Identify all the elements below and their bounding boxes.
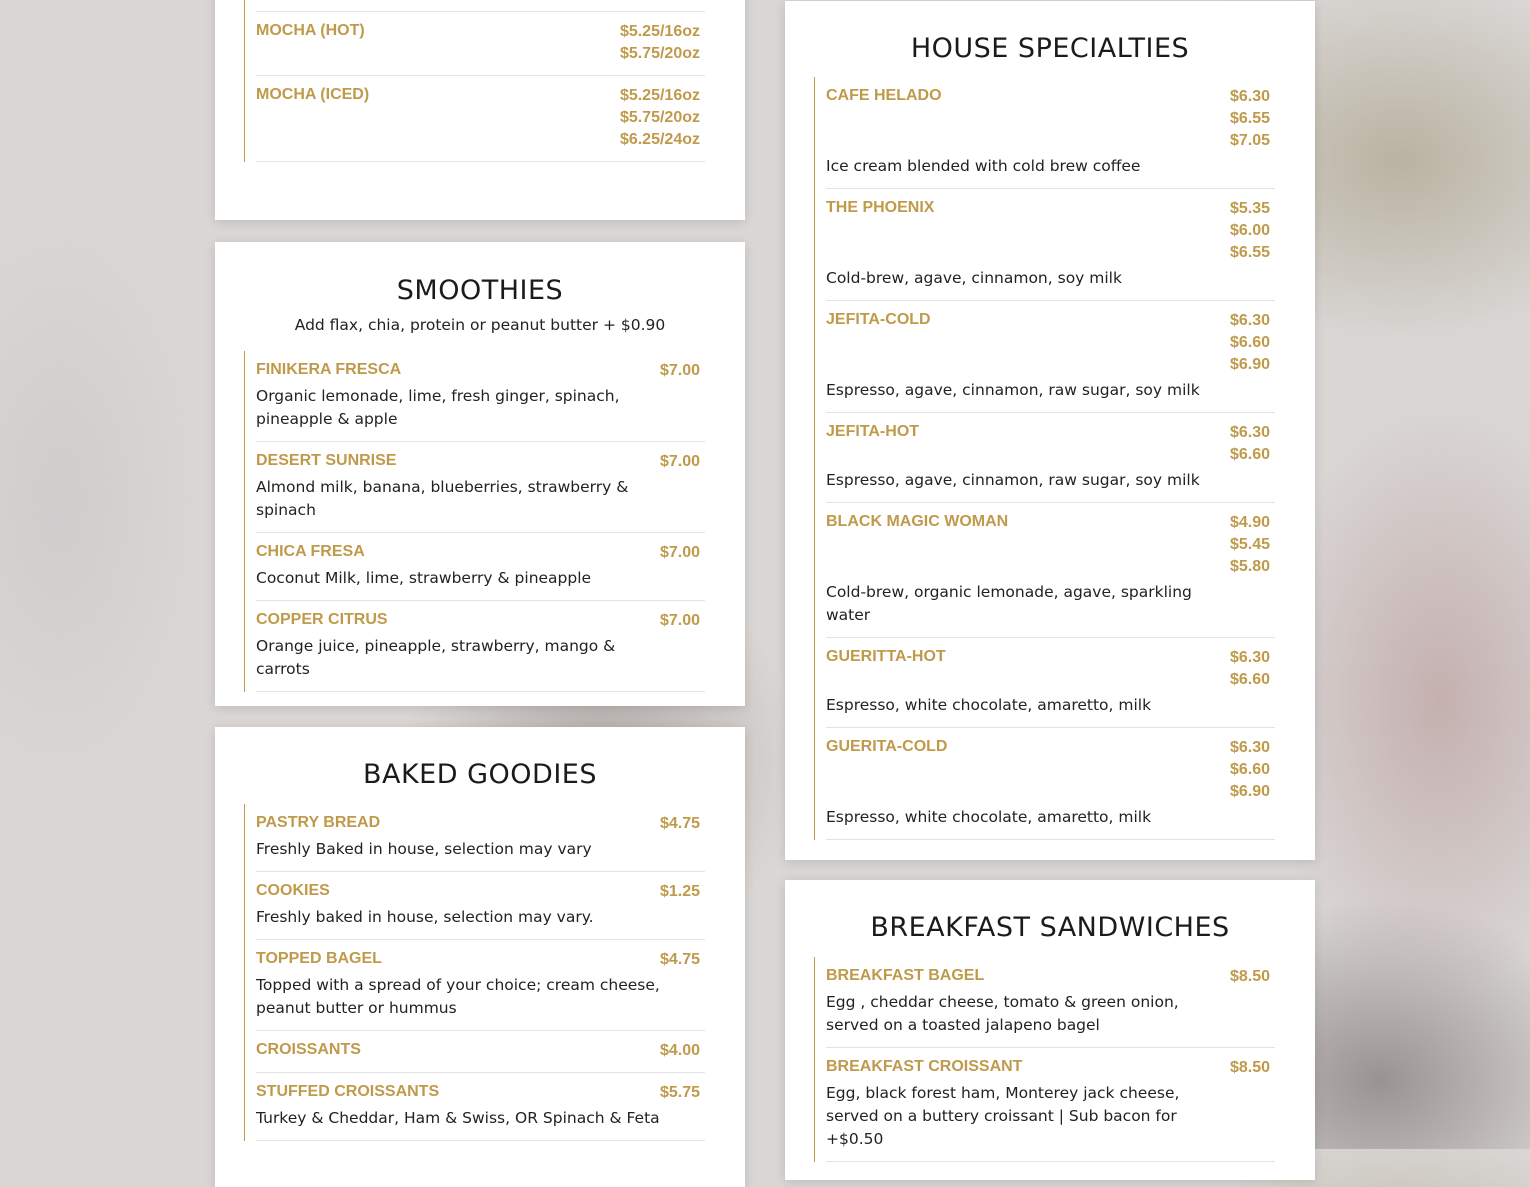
menu-item-description: Egg, black forest ham, Monterey jack cheese, served on a buttery croissant | Sub bacon for +$0.50 [826,1084,1180,1148]
menu-item-price: $5.35 [1229,200,1270,217]
menu-item-prices [660,949,700,971]
menu-item-prices [1230,198,1270,264]
menu-item-price: $7.00 [659,612,700,629]
menu-item [256,940,705,1031]
menu-item-price: $6.60 [1229,334,1270,351]
menu-item-header [256,610,700,632]
menu-item-price: $6.30 [1229,739,1270,756]
menu-item-price: $7.00 [659,453,700,470]
menu-item-price [620,0,700,1]
menu-item-description: Espresso, agave, cinnamon, raw sugar, soy milk [826,471,1200,489]
menu-item-header [256,21,700,65]
baked-title: BAKED GOODIES [362,759,597,790]
baked-card [215,727,745,1187]
menu-item-description: Egg , cheddar cheese, tomato & green onion, served on a toasted jalapeno bagel [826,993,1179,1034]
menu-item-description: Almond milk, banana, blueberries, strawberry & spinach [256,478,629,519]
menu-item-description: Coconut Milk, lime, strawberry & pineapple [256,569,592,587]
menu-item [826,77,1275,189]
menu-item-header [826,198,1270,264]
menu-item-prices [660,1040,700,1062]
menu-item-name: PASTRY BREAD [256,814,381,831]
menu-item-description: Espresso, white chocolate, amaretto, milk [826,696,1152,714]
specialties-card [785,1,1315,860]
menu-item-prices [1230,647,1270,691]
menu-item-description: Cold-brew, agave, cinnamon, soy milk [826,269,1122,287]
menu-item-price: $6.30 [1229,649,1270,666]
menu-item-description: Espresso, white chocolate, amaretto, milk [826,808,1152,826]
menu-item-header [256,1040,700,1062]
menu-item-name: THE PHOENIX [826,199,935,216]
smoothies-card [215,242,745,706]
specialties-items [814,77,1275,840]
breakfast-title: BREAKFAST SANDWICHES [870,912,1230,943]
menu-item-prices [660,451,700,473]
breakfast-card [785,880,1315,1180]
menu-item-price: $8.50 [1229,968,1270,985]
menu-item-prices [1230,512,1270,578]
smoothies-items [244,351,705,692]
menu-item-description: Espresso, agave, cinnamon, raw sugar, soy milk [826,381,1200,399]
menu-item-header [256,813,700,835]
menu-item-price: $6.25/24oz [619,131,700,148]
menu-item-price: $4.75 [659,951,700,968]
menu-item-description: Cold-brew, organic lemonade, agave, sparkling water [826,583,1192,624]
menu-item [256,533,705,601]
menu-item-name: COOKIES [256,882,330,899]
menu-item [256,351,705,442]
menu-item-header [256,542,700,564]
menu-item-price: $5.45 [1229,536,1270,553]
menu-item [826,728,1275,840]
menu-item-price: $6.30 [1229,312,1270,329]
menu-item-prices [660,542,700,564]
menu-item [256,804,705,872]
menu-item-description: Orange juice, pineapple, strawberry, mango & carrots [256,637,616,678]
menu-item-price: $6.55 [1229,244,1270,261]
menu-item-price: $7.00 [659,544,700,561]
menu-item-description: Ice cream blended with cold brew coffee [826,157,1141,175]
menu-item-price: $5.75/20oz [619,45,700,62]
menu-item-price: $4.75 [659,815,700,832]
menu-item-header [256,881,700,903]
menu-item [826,503,1275,638]
menu-item [826,301,1275,413]
specialties-title: HOUSE SPECIALTIES [910,33,1190,64]
menu-item [826,1048,1275,1162]
menu-item-header [256,0,700,1]
menu-item-prices [620,85,700,151]
menu-item-header [826,1057,1270,1079]
menu-item-price: $5.25/16oz [619,87,700,104]
menu-item-price: $5.75/20oz [619,109,700,126]
menu-item-name: CROISSANTS [256,1041,361,1058]
menu-item [256,0,705,12]
menu-item-name: BREAKFAST CROISSANT [826,1058,1023,1075]
menu-item-prices [620,0,700,1]
smoothies-subtitle: Add flax, chia, protein or peanut butter + $0.90 [294,316,666,334]
coffee-card [215,0,745,220]
menu-item-prices [620,21,700,65]
menu-item-header [826,966,1270,988]
menu-item-name: JEFITA-COLD [826,311,931,328]
menu-item [256,1073,705,1141]
menu-item-name: BREAKFAST BAGEL [826,967,985,984]
menu-item-description: Organic lemonade, lime, fresh ginger, spinach, pineapple & apple [256,387,620,428]
menu-item-price: $5.25/16oz [619,23,700,40]
coffee-items [244,0,705,162]
menu-item [256,76,705,162]
menu-item-price: $6.60 [1229,761,1270,778]
menu-item-header [826,86,1270,152]
menu-item-price: $5.75 [659,1084,700,1101]
menu-item-name: FINIKERA FRESCA [256,361,402,378]
menu-item-price: $1.25 [659,883,700,900]
menu-item-prices [1230,966,1270,988]
menu-item-name: COPPER CITRUS [256,611,388,628]
menu-item-name: CAFE HELADO [826,87,942,104]
menu-item [256,12,705,76]
menu-item-header [826,737,1270,803]
menu-item-name: DESERT SUNRISE [256,452,397,469]
menu-item-prices [660,813,700,835]
baked-items [244,804,705,1141]
menu-item-name: MOCHA (HOT) [256,22,365,39]
menu-item-name: STUFFED CROISSANTS [256,1083,440,1100]
menu-item-prices [1230,737,1270,803]
menu-item-header [256,85,700,151]
menu-item-name: BLACK MAGIC WOMAN [826,513,1009,530]
menu-item [256,872,705,940]
menu-item [826,413,1275,503]
menu-item [826,638,1275,728]
menu-item [826,957,1275,1048]
menu-item-price: $8.50 [1229,1059,1270,1076]
menu-item-name: GUERITA-COLD [826,738,948,755]
menu-item-header [256,360,700,382]
menu-item-header [826,512,1270,578]
menu-item-header [256,949,700,971]
menu-item-prices [1230,310,1270,376]
menu-item-price: $7.05 [1229,132,1270,149]
menu-item-prices [660,881,700,903]
menu-item-prices [660,1082,700,1104]
menu-item-price: $6.55 [1229,110,1270,127]
menu-item-prices [1230,1057,1270,1079]
menu-item-header [826,647,1270,691]
menu-item-header [256,1082,700,1104]
menu-item-price: $6.60 [1229,671,1270,688]
menu-item-price: $4.00 [659,1042,700,1059]
smoothies-title: SMOOTHIES [396,275,564,306]
menu-item-price: $6.00 [1229,222,1270,239]
menu-item [256,601,705,692]
menu-item [256,1031,705,1073]
menu-item-header [256,451,700,473]
menu-item-name: JEFITA-HOT [826,423,920,440]
menu-item-price: $6.30 [1229,88,1270,105]
menu-item-prices [660,610,700,632]
menu-item-name: MOCHA (ICED) [256,86,370,103]
menu-item-name: GUERITTA-HOT [826,648,946,665]
menu-item-price: $6.30 [1229,424,1270,441]
menu-item [826,189,1275,301]
menu-item-description: Freshly Baked in house, selection may vary [256,840,592,858]
menu-item-prices [660,360,700,382]
menu-item-price: $4.90 [1229,514,1270,531]
menu-item-price: $6.60 [1229,446,1270,463]
menu-item-price: $6.90 [1229,783,1270,800]
menu-item-name: TOPPED BAGEL [256,950,382,967]
menu-item [256,442,705,533]
menu-item-price: $5.80 [1229,558,1270,575]
breakfast-items [814,957,1275,1162]
menu-item-price: $7.00 [659,362,700,379]
menu-item-header [826,310,1270,376]
menu-item-description: Topped with a spread of your choice; cream cheese, peanut butter or hummus [256,976,660,1017]
menu-item-price: $6.90 [1229,356,1270,373]
menu-item-description: Turkey & Cheddar, Ham & Swiss, OR Spinach & Feta [256,1109,660,1127]
menu-item-header [826,422,1270,466]
menu-item-name: CHICA FRESA [256,543,365,560]
menu-item-prices [1230,422,1270,466]
menu-item-description: Freshly baked in house, selection may vary. [256,908,594,926]
menu-item-prices [1230,86,1270,152]
